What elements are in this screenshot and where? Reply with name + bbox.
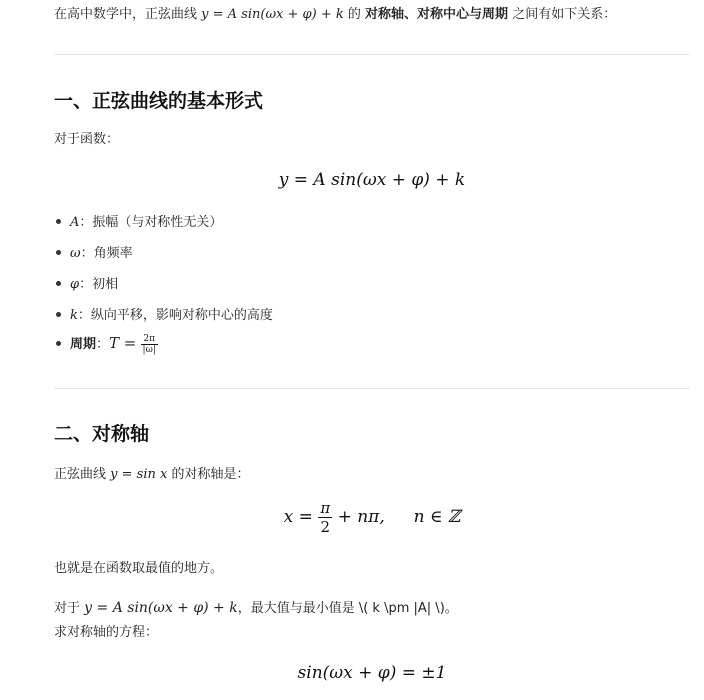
bullet-dot <box>56 312 61 317</box>
bullet-symbol: A <box>70 215 80 230</box>
intro-formula: y = A sin(ωx + φ) + k <box>201 7 344 22</box>
section2-lead-suffix: 的对称轴是： <box>171 467 250 482</box>
bullet-text: ：纵向平移，影响对称中心的高度 <box>77 308 273 323</box>
bullet-amplitude <box>56 214 222 232</box>
section1-display-formula: y = A sin(ωx + φ) + k <box>278 170 466 190</box>
bullet-text: ：角频率 <box>80 246 133 261</box>
bullet-phase <box>56 276 118 294</box>
bullet-symbol: ω <box>70 246 81 261</box>
period-numerator: 2π <box>141 334 158 345</box>
bullet-text: ：初相 <box>79 277 119 292</box>
axis-numerator: π <box>320 499 331 517</box>
bullet-dot <box>56 219 61 224</box>
section2-lead-formula: y = sin x <box>110 467 168 482</box>
intro-prefix: 在高中数学中，正弦曲线 <box>54 7 198 22</box>
axis-fraction <box>318 499 332 536</box>
section2-final-formula: sin(ωx + φ) = ±1 <box>297 663 447 683</box>
bullet-text: ：振幅（与对称性无关） <box>79 215 223 230</box>
intro-paragraph <box>54 6 616 24</box>
section2-extrema-line <box>54 599 458 618</box>
bullet-symbol: k <box>70 308 78 323</box>
axis-lhs: x = <box>283 507 313 527</box>
section2-display-formula <box>54 499 690 536</box>
section2-heading: 二、对称轴 <box>54 423 150 445</box>
section2-lead-prefix: 正弦曲线 <box>54 467 107 482</box>
section1-heading: 一、正弦曲线的基本形式 <box>54 90 264 112</box>
intro-suffix: 之间有如下关系： <box>512 7 617 22</box>
axis-denominator: 2 <box>320 518 331 536</box>
axis-condition: n ∈ ℤ <box>413 507 461 527</box>
extrema-prefix: 对于 <box>54 601 81 616</box>
period-lhs: T = <box>109 334 137 352</box>
bullet-symbol: φ <box>70 277 80 292</box>
period-fraction <box>141 334 158 355</box>
bullet-dot <box>56 250 61 255</box>
intro-emphasis: 对称轴、对称中心与周期 <box>365 7 509 22</box>
period-label: 周期 <box>70 337 97 352</box>
section2-note: 也就是在函数取最值的地方。 <box>54 561 224 576</box>
bullet-period <box>56 334 158 355</box>
divider-1 <box>54 54 690 55</box>
extrema-suffix: ，最大值与最小值是 \( k \pm |A| \)。 <box>237 601 458 616</box>
divider-2 <box>54 388 690 389</box>
period-colon: ： <box>96 337 110 352</box>
section2-lead <box>54 466 249 484</box>
section1-lead: 对于函数： <box>54 132 120 147</box>
period-denominator: |ω| <box>142 345 156 355</box>
extrema-formula: y = A sin(ωx + φ) + k <box>84 600 238 616</box>
section2-axis-equation-label: 求对称轴的方程： <box>54 625 159 640</box>
bullet-angular-frequency <box>56 245 133 263</box>
bullet-vertical-shift <box>56 307 273 325</box>
bullet-dot <box>56 281 61 286</box>
bullet-dot <box>56 341 61 346</box>
intro-middle: 的 <box>347 7 361 22</box>
axis-rest: + nπ, <box>337 507 385 527</box>
